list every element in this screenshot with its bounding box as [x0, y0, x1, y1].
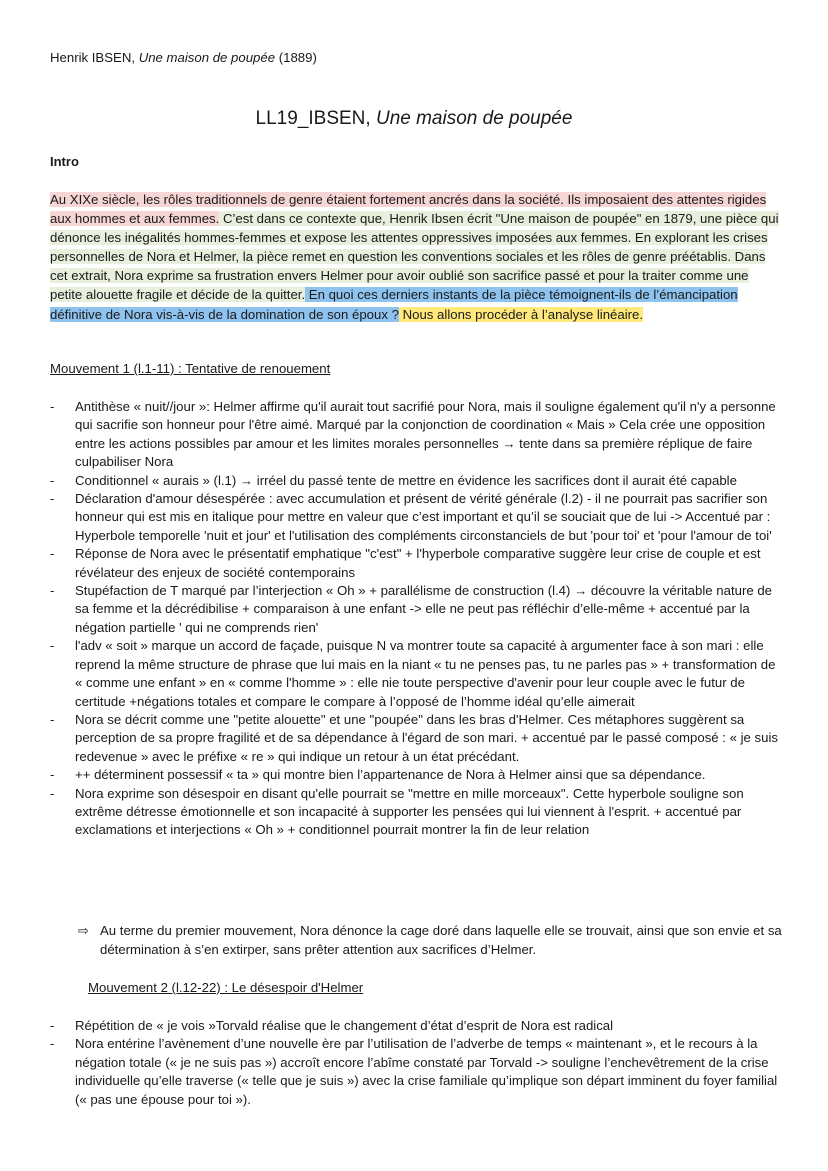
list-item: - Antithèse « nuit//jour »: Helmer affirme qu'il aurait tout sacrifié pour Nora, mais il souligne également qu'il n'y a personne qui sacrifie son honneur pour l'être aimé. Marqué par la conjonction de coordination « Mais » Cela crée une opposition entre les actions possibles par amour et les limites morales personnelles → tente dans sa première réplique de faire culpabiliser Nora: [50, 398, 780, 472]
list-item: - Nora exprime son désespoir en disant qu'elle pourrait se "mettre en mille morceaux". Cette hyperbole souligne son extrême détresse émotionnelle et son incapacité à supporter les pensées qui lui viennent à l'esprit. + accentué par exclamations et interjections « Oh » + conditionnel pourrait montrer la fin de leur relation: [50, 785, 780, 840]
intro-announcement-highlight: Nous allons procéder à l’analyse linéaire.: [398, 306, 644, 322]
intro-paragraph: [50, 190, 780, 324]
title-prefix: LL19_IBSEN,: [255, 108, 376, 129]
header-year: (1889): [275, 50, 317, 65]
title-work: Une maison de poupée: [375, 108, 573, 129]
header-author: Henrik IBSEN,: [50, 50, 139, 65]
list-item: - Conditionnel « aurais » (l.1) → irréel du passé tente de mettre en évidence les sacrifices dont il aurait été capable: [50, 472, 780, 490]
right-arrow-icon: ⇨: [78, 923, 90, 938]
movement1-conclusion: [78, 921, 800, 959]
intro-problematic-highlight: En quoi ces derniers instants de la pièce témoignent-ils de l’émancipation définitive de Nora vis-à-vis de la domination de son époux ?: [50, 287, 738, 322]
movement2-list: [50, 1017, 780, 1109]
conclusion-text: Au terme du premier mouvement, Nora dénonce la cage doré dans laquelle elle se trouvait, ainsi que son envie et sa détermination à s’en extirper, sans prêter attention aux sacrifices d’Helmer.: [100, 923, 782, 957]
list-item: - Stupéfaction de T marqué par l’interjection « Oh » + parallélisme de construction (l.4) → découvre la véritable nature de sa femme et la décrédibilise + comparaison à une enfant -> elle ne peut pas réfléchir d’elle-même + accentué par la négation partielle ' qui ne comprends rien': [50, 582, 780, 637]
list-item: - Réponse de Nora avec le présentatif emphatique "c'est" + l'hyperbole comparative suggère leur crise de couple et est révélateur des enjeux de société contemporains: [50, 545, 780, 582]
list-item: - ++ déterminent possessif « ta » qui montre bien l’appartenance de Nora à Helmer ainsi que sa dépendance.: [50, 766, 780, 784]
list-item: - l'adv « soit » marque un accord de façade, puisque N va montrer toute sa capacité à argumenter face à son mari : elle reprend la même structure de phrase que lui mais en la niant « tu ne penses pas, tu ne parles pas » + transformation de « comme une enfant » en « comme l'homme » : elle nie toute perspective d'avenir pour leur couple avec le futur de certitude +négations totales et compare le compare à l’opposé de l’homme idéal qu’elle aimerait: [50, 637, 780, 711]
header-work-title: Une maison de poupée: [138, 50, 276, 65]
document-header: [50, 50, 317, 65]
movement2-heading: Mouvement 2 (l.12-22) : Le désespoir d'Helmer: [88, 980, 364, 995]
list-item: - Nora se décrit comme une "petite alouette" et une "poupée" dans les bras d'Helmer. Ces métaphores suggèrent sa perception de sa propre fragilité et de sa dépendance à l'égard de son mari. + accentué par le passé composé : « je suis redevenue » avec le préfixe « re » qui indique un retour à un état précédant.: [50, 711, 780, 766]
list-item: - Déclaration d'amour désespérée : avec accumulation et présent de vérité générale (l.2) - il ne pourrait pas sacrifier son honneur qui est mis en italique pour mettre en valeur que c’est important et qu’il se souciait que de lui -> Accentué par : Hyperbole temporelle 'nuit et jour' et l'utilisation des compléments circonstanciels de but 'pour toi' et 'pour l'amour de toi': [50, 490, 780, 545]
intro-heading: Intro: [50, 154, 79, 169]
intro-context-highlight: Au XIXe siècle, les rôles traditionnels de genre étaient fortement ancrés dans la société. Ils imposaient des attentes rigides aux hommes et aux femmes.: [50, 192, 767, 227]
page-title: [0, 108, 828, 130]
movement1-heading: Mouvement 1 (l.1-11) : Tentative de renouement: [50, 361, 331, 376]
list-item: - Nora entérine l’avènement d’une nouvelle ère par l’utilisation de l’adverbe de temps « maintenant », et le recours à la négation totale (« je ne suis pas ») accroît encore l’abîme constaté par Torvald -> souligne l’enchevêtrement de la crise individuelle qu’elle traverse (« telle que je suis ») avec la crise familiale qu’implique son départ imminent du foyer familial (« pas une épouse pour toi »).: [50, 1035, 780, 1109]
movement1-list: [50, 398, 780, 840]
intro-presentation-highlight: C’est dans ce contexte que, Henrik Ibsen écrit "Une maison de poupée" en 1879, une pièce qui dénonce les inégalités hommes-femmes et expose les attentes oppressives imposées aux femmes. En explorant les crises personnelles de Nora et Helmer, la pièce remet en question les conventions sociales et les rôles de genre préétablis. Dans cet extrait, Nora exprime sa frustration envers Helmer pour avoir oublié son sacrifice passé et pour la traiter comme une petite alouette fragile et décide de la quitter.: [50, 211, 779, 303]
list-item: - Répétition de « je vois »Torvald réalise que le changement d’état d’esprit de Nora est radical: [50, 1017, 780, 1035]
